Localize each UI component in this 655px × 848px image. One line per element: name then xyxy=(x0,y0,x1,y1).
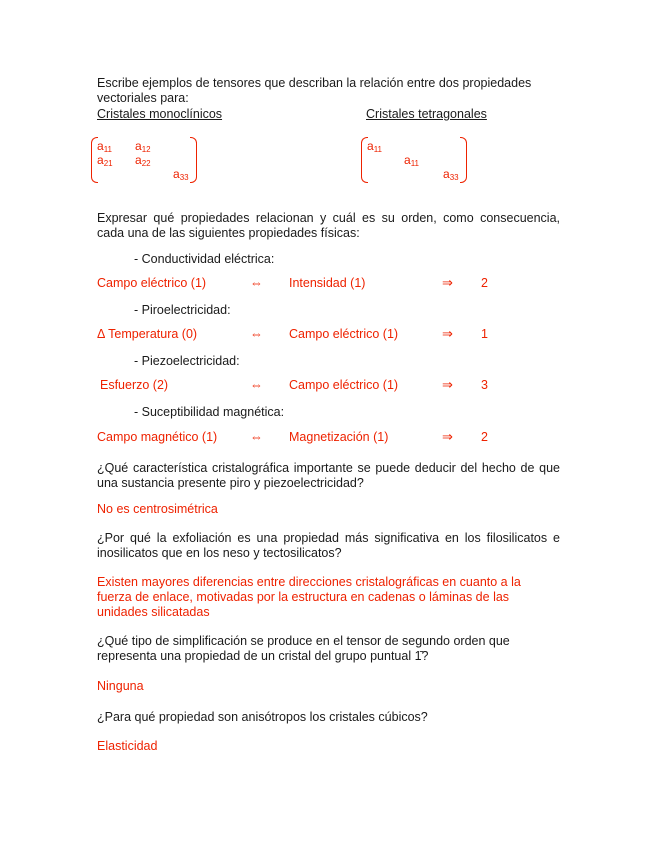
implies-arrow-icon: ⇒ xyxy=(442,429,453,444)
relation-left: Δ Temperatura (0) xyxy=(97,327,198,341)
relation-right: Intensidad (1) xyxy=(289,276,366,290)
tensor-order: 2 xyxy=(481,430,488,444)
relation-left: Esfuerzo (2) xyxy=(100,378,169,392)
tetragonal-label: Cristales tetragonales xyxy=(366,107,487,121)
question: ¿Qué característica cristalográfica importante se puede deducir del hecho de que una sustancia presente piro y piezoelectricidad? xyxy=(97,461,560,490)
relation-left: Campo magnético (1) xyxy=(97,430,218,444)
equivalence-arrow-icon: ⇔ xyxy=(250,275,263,290)
matrix-element-a33: $a_{33}$ xyxy=(443,167,459,182)
equivalence-arrow-icon: ⇔ xyxy=(250,326,263,341)
question: ¿Qué tipo de simplificación se produce en el tensor de segundo orden que representa una propiedad de un cristal del grupo puntual 1̄? xyxy=(97,634,510,663)
relation-right: Campo eléctrico (1) xyxy=(289,378,399,392)
matrix-element-a22: $a_{22}$ xyxy=(135,153,151,168)
implies-arrow-icon: ⇒ xyxy=(442,275,453,290)
matrix-element-a11: $a_{11}$ xyxy=(97,139,112,154)
equivalence-arrow-icon: ⇔ xyxy=(250,377,263,392)
implies-arrow-icon: ⇒ xyxy=(442,377,453,392)
implies-arrow-icon: ⇒ xyxy=(442,326,453,341)
matrix-element-a12: $a_{12}$ xyxy=(135,139,151,154)
relation-left: Campo eléctrico (1) xyxy=(97,276,207,290)
property-title: - Conductividad eléctrica: xyxy=(134,252,275,266)
monoclinic-label: Cristales monoclínicos xyxy=(97,107,223,121)
property-title: - Suceptibilidad magnética: xyxy=(134,405,285,419)
matrix-right-bracket xyxy=(190,137,197,183)
question: ¿Por qué la exfoliación es una propiedad más significativa en los filosilicatos e inosilicatos que en los neso y tectosilicatos? xyxy=(97,531,560,560)
matrix-element-a11: $a_{11}$ xyxy=(404,153,419,168)
tensor-order: 2 xyxy=(481,276,488,290)
equivalence-arrow-icon: ⇔ xyxy=(250,429,263,444)
answer: No es centrosimétrica xyxy=(97,502,218,516)
answer: Existen mayores diferencias entre direcciones cristalográficas en cuanto a la fuerza de enlace, motivadas por la estructura en cadenas o láminas de las unidades silicatadas xyxy=(97,575,521,619)
property-title: - Piroelectricidad: xyxy=(134,303,231,317)
property-title: - Piezoelectricidad: xyxy=(134,354,240,368)
matrix-element-a33: $a_{33}$ xyxy=(173,167,189,182)
relation-right: Magnetización (1) xyxy=(289,430,389,444)
tensor-order: 1 xyxy=(481,327,488,341)
question: ¿Para qué propiedad son anisótropos los cristales cúbicos? xyxy=(97,710,428,724)
relation-right: Campo eléctrico (1) xyxy=(289,327,399,341)
matrix-element-a21: $a_{21}$ xyxy=(97,153,113,168)
tensor-order: 3 xyxy=(481,378,488,392)
answer: Elasticidad xyxy=(97,739,158,753)
answer: Ninguna xyxy=(97,679,144,693)
section-intro: Expresar qué propiedades relacionan y cuál es su orden, como consecuencia, cada una de las siguientes propiedades físicas: xyxy=(97,211,560,240)
matrix-element-a11: $a_{11}$ xyxy=(367,139,382,154)
matrix-right-bracket xyxy=(460,137,467,183)
intro-text: Escribe ejemplos de tensores que describan la relación entre dos propiedades vectoriales para: xyxy=(97,76,532,105)
